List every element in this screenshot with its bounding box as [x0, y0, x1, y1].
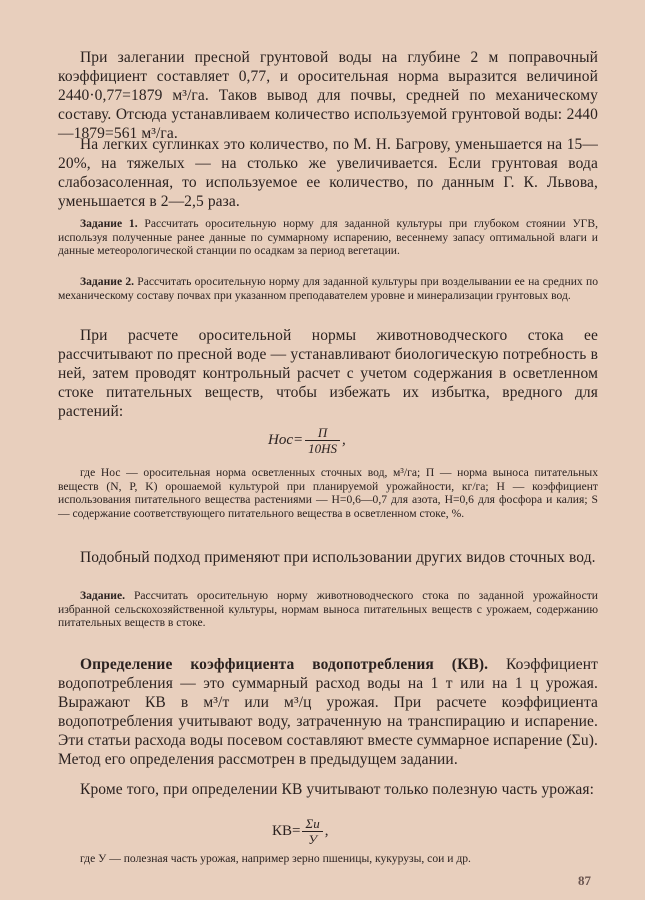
task-2-label: Задание 2. [80, 275, 135, 288]
formula-1-legend: где Нос — оросительная норма осветленных сточных вод, м³/га; П — норма выноса питательных веществ (N, P, K) орошаемой культурой при планируемой урожайности, кг/га; Н — коэффициент использования питательного вещества растениями — Н=0,6—0,7 для азота, Н=0,6 для фосфора и калия; S — содержание соответствующего питательного вещества в осветленном стоке, %. [58, 466, 598, 520]
section-text: Коэффициент водопотребления — это суммарный расход воды на 1 т или на 1 ц урожая. Выражают КВ в м³/т или м³/ц урожая. При расчете коэффициента водопотребления учитывают воду, затраченную на транспирацию и испарение. Эти статьи расхода воды посевом составляют вместе суммарное испарение (Σu). Метод его определения рассмотрен в предыдущем задании. [58, 656, 598, 768]
section-heading: Определение коэффициента водопотребления (КВ). [80, 656, 489, 673]
formula-2-numerator: Σu [302, 816, 322, 832]
formula-1-denominator: 10HS [308, 441, 338, 456]
formula-2-fraction [302, 816, 322, 847]
task-1-text: Рассчитать оросительную норму для заданной культуры при глубоком стоянии УГВ, используя полученные ранее данные по суммарному испарению, весеннему запасу оптимальной влаги и данные метеорологической станции по осадкам за период вегетации. [58, 217, 598, 258]
paragraph-livestock-runoff: При расчете оросительной нормы животноводческого стока ее рассчитывают по пресной воде — устанавливают биологическую потребность в ней, затем проводят контрольный расчет с учетом содержания в осветленном стоке питательных веществ, чтобы избежать их избытка, вредного для растений: [58, 327, 598, 420]
task-2 [58, 275, 598, 302]
paragraph-water-consumption [58, 655, 598, 769]
formula-1-fraction [305, 425, 340, 456]
formula-2-legend: где У — полезная часть урожая, например зерно пшеницы, кукурузы, сои и др. [80, 852, 471, 865]
task-1 [58, 217, 598, 258]
task-3-label: Задание. [80, 589, 125, 602]
formula-2-lhs: КВ= [272, 822, 301, 839]
paragraph-other-wastewater: Подобный подход применяют при использовании других видов сточных вод. [80, 549, 596, 566]
formula-2-tail: , [324, 822, 329, 839]
task-2-text: Рассчитать оросительную норму для заданной культуры при возделывании ее на средних по механическому составу почвах при указанном преподавателем уровне и минерализации грунтовых вод. [58, 275, 598, 302]
formula-1-tail: , [342, 431, 346, 448]
paragraph-soil-adjustment: На легких суглинках это количество, по М. Н. Багрову, уменьшается на 15—20%, на тяжелых — на столько же увеличивается. Если грунтовая вода слабозасоленная, то используемое ее количество, по данным Г. К. Львова, уменьшается в 2—2,5 раза. [58, 136, 598, 210]
page-number: 87 [578, 873, 591, 888]
task-3-text: Рассчитать оросительную норму животноводческого стока по заданной урожайности избранной сельскохозяйственной культуры, нормам выноса питательных веществ с урожаем, содержанию питательных веществ в стоке. [58, 589, 598, 630]
formula-1-lhs: Нос= [268, 431, 304, 448]
paragraph-groundwater-correction: При залегании пресной грунтовой воды на глубине 2 м поправочный коэффициент составляет 0,77, и оросительная норма выразится величиной 2440·0,77=1879 м³/га. Таков вывод для почвы, средней по механическому составу. Отсюда устанавливаем количество используемой грунтовой воды: 2440—1879=561 м³/га. [58, 49, 598, 142]
formula-1-numerator: П [305, 425, 340, 441]
task-3 [58, 589, 598, 630]
task-1-label: Задание 1. [80, 217, 138, 230]
formula-runoff-norm [268, 425, 346, 456]
paragraph-useful-yield: Кроме того, при определении КВ учитывают только полезную часть урожая: [80, 781, 595, 798]
formula-kv [272, 816, 328, 847]
formula-2-denominator: У [308, 832, 317, 847]
